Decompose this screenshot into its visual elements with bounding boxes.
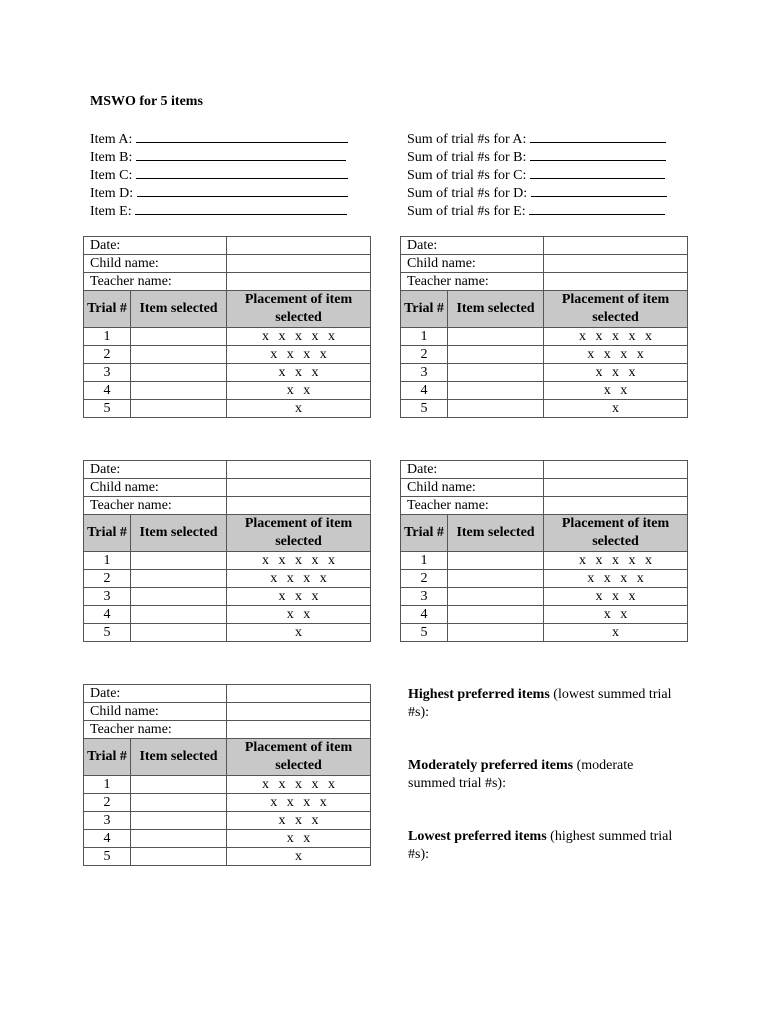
col-placement-header: Placement of item selected xyxy=(544,291,688,328)
trial-number: 1 xyxy=(84,552,131,570)
table-row xyxy=(84,794,371,812)
child-name-label: Child name: xyxy=(84,703,227,721)
placement-marks[interactable]: x x x x x xyxy=(227,552,371,570)
date-input[interactable] xyxy=(227,237,371,255)
sum-e-field[interactable] xyxy=(529,201,665,215)
col-item-header: Item selected xyxy=(131,291,227,328)
teacher-row xyxy=(401,273,688,291)
sum-d-field[interactable] xyxy=(531,183,667,197)
date-label: Date: xyxy=(84,237,227,255)
sum-b-row xyxy=(407,147,667,165)
table-row xyxy=(84,382,371,400)
table-row xyxy=(84,776,371,794)
item-c-row xyxy=(90,165,348,183)
date-row xyxy=(84,685,371,703)
header-row xyxy=(84,515,371,552)
col-item-header: Item selected xyxy=(131,515,227,552)
teacher-name-input[interactable] xyxy=(227,721,371,739)
sum-e-row xyxy=(407,201,667,219)
trial-number: 5 xyxy=(401,624,448,642)
col-placement-header: Placement of item selected xyxy=(227,291,371,328)
item-selected-input[interactable] xyxy=(448,570,544,588)
sum-c-row xyxy=(407,165,667,183)
table-row xyxy=(401,346,688,364)
child-name-input[interactable] xyxy=(227,255,371,273)
child-row xyxy=(84,479,371,497)
sum-d-row xyxy=(407,183,667,201)
date-input[interactable] xyxy=(227,461,371,479)
child-name-label: Child name: xyxy=(84,479,227,497)
teacher-row xyxy=(84,273,371,291)
placement-marks[interactable]: x x x x x xyxy=(227,328,371,346)
placement-marks[interactable]: x x x x x xyxy=(544,328,688,346)
sum-e-label: Sum of trial #s for E: xyxy=(407,204,526,219)
lowest-preferred-heading: Lowest preferred items xyxy=(408,829,547,844)
item-selected-input[interactable] xyxy=(131,794,227,812)
sum-b-field[interactable] xyxy=(530,147,666,161)
item-selected-input[interactable] xyxy=(131,812,227,830)
col-trial-header: Trial # xyxy=(84,739,131,776)
item-selected-input[interactable] xyxy=(448,400,544,418)
page-title: MSWO for 5 items xyxy=(90,94,203,109)
trial-number: 1 xyxy=(401,552,448,570)
child-row xyxy=(401,479,688,497)
teacher-name-input[interactable] xyxy=(544,273,688,291)
item-selected-input[interactable] xyxy=(131,848,227,866)
col-item-header: Item selected xyxy=(131,739,227,776)
trial-table-4 xyxy=(400,460,688,642)
item-e-row xyxy=(90,201,348,219)
trial-number: 2 xyxy=(84,570,131,588)
teacher-name-label: Teacher name: xyxy=(84,273,227,291)
date-row xyxy=(84,461,371,479)
col-trial-header: Trial # xyxy=(84,291,131,328)
date-row xyxy=(401,237,688,255)
trial-number: 1 xyxy=(84,328,131,346)
teacher-name-label: Teacher name: xyxy=(401,273,544,291)
child-name-label: Child name: xyxy=(401,255,544,273)
table-row xyxy=(84,588,371,606)
trial-number: 4 xyxy=(401,606,448,624)
trial-number: 5 xyxy=(84,848,131,866)
table-row xyxy=(401,588,688,606)
table-row xyxy=(84,328,371,346)
sum-a-row xyxy=(407,129,667,147)
teacher-row xyxy=(401,497,688,515)
trial-number: 3 xyxy=(401,588,448,606)
table-row xyxy=(401,364,688,382)
item-selected-input[interactable] xyxy=(448,346,544,364)
item-a-field[interactable] xyxy=(136,129,348,143)
table-row xyxy=(401,400,688,418)
item-selected-input[interactable] xyxy=(131,400,227,418)
col-trial-header: Trial # xyxy=(401,515,448,552)
date-row xyxy=(84,237,371,255)
date-row xyxy=(401,461,688,479)
trial-number: 2 xyxy=(401,570,448,588)
item-selected-input[interactable] xyxy=(131,382,227,400)
item-selected-input[interactable] xyxy=(448,364,544,382)
item-a-row xyxy=(90,129,348,147)
item-selected-input[interactable] xyxy=(448,606,544,624)
trial-number: 4 xyxy=(84,606,131,624)
table-row xyxy=(84,346,371,364)
date-label: Date: xyxy=(401,237,544,255)
header-row xyxy=(401,515,688,552)
sum-c-field[interactable] xyxy=(530,165,665,179)
trial-number: 3 xyxy=(84,364,131,382)
col-placement-header: Placement of item selected xyxy=(227,739,371,776)
table-row xyxy=(84,624,371,642)
item-c-label: Item C: xyxy=(90,168,133,183)
child-name-input[interactable] xyxy=(544,255,688,273)
child-row xyxy=(84,255,371,273)
child-name-label: Child name: xyxy=(401,479,544,497)
placement-marks[interactable]: x x x x xyxy=(227,346,371,364)
item-selected-input[interactable] xyxy=(448,328,544,346)
trial-number: 2 xyxy=(84,794,131,812)
placement-marks[interactable]: x xyxy=(227,624,371,642)
placement-marks[interactable]: x x xyxy=(544,382,688,400)
item-selected-input[interactable] xyxy=(131,328,227,346)
highest-preferred-text xyxy=(408,686,683,722)
table-row xyxy=(84,552,371,570)
moderately-preferred-heading: Moderately preferred items xyxy=(408,758,574,773)
col-placement-header: Placement of item selected xyxy=(544,515,688,552)
col-item-header: Item selected xyxy=(448,291,544,328)
sum-list xyxy=(407,129,667,219)
table-row xyxy=(84,830,371,848)
table-row xyxy=(401,606,688,624)
item-selected-input[interactable] xyxy=(448,588,544,606)
item-selected-input[interactable] xyxy=(448,382,544,400)
table-row xyxy=(401,382,688,400)
item-b-label: Item B: xyxy=(90,150,133,165)
placement-marks[interactable]: x x x xyxy=(544,588,688,606)
child-name-input[interactable] xyxy=(544,479,688,497)
sum-d-label: Sum of trial #s for D: xyxy=(407,186,528,201)
date-input[interactable] xyxy=(227,685,371,703)
placement-marks[interactable]: x x xyxy=(544,606,688,624)
trial-table-5 xyxy=(83,684,371,866)
highest-preferred-note: (lowest summed trial #s): xyxy=(408,687,672,720)
trial-number: 2 xyxy=(401,346,448,364)
placement-marks[interactable]: x x xyxy=(227,606,371,624)
table-row xyxy=(401,552,688,570)
table-row xyxy=(84,606,371,624)
lowest-preferred-note: (highest summed trial #s): xyxy=(408,829,673,862)
item-selected-input[interactable] xyxy=(131,588,227,606)
child-row xyxy=(401,255,688,273)
item-selected-input[interactable] xyxy=(131,552,227,570)
placement-marks[interactable]: x x xyxy=(227,382,371,400)
item-a-label: Item A: xyxy=(90,132,133,147)
trial-number: 3 xyxy=(84,588,131,606)
table-row xyxy=(84,400,371,418)
trial-table-3 xyxy=(83,460,371,642)
placement-marks[interactable]: x x x x xyxy=(544,570,688,588)
trial-table-2 xyxy=(400,236,688,418)
item-e-label: Item E: xyxy=(90,204,132,219)
trial-number: 2 xyxy=(84,346,131,364)
placement-marks[interactable]: x xyxy=(227,400,371,418)
col-trial-header: Trial # xyxy=(401,291,448,328)
item-selected-input[interactable] xyxy=(448,624,544,642)
highest-preferred-heading: Highest preferred items xyxy=(408,687,550,702)
trial-number: 5 xyxy=(84,400,131,418)
placement-marks[interactable]: x x x x xyxy=(227,794,371,812)
teacher-row xyxy=(84,497,371,515)
date-input[interactable] xyxy=(544,237,688,255)
table-row xyxy=(84,848,371,866)
header-row xyxy=(84,739,371,776)
item-d-label: Item D: xyxy=(90,186,134,201)
item-b-field[interactable] xyxy=(136,147,346,161)
placement-marks[interactable]: x xyxy=(227,848,371,866)
trial-number: 5 xyxy=(401,400,448,418)
item-list xyxy=(90,129,348,219)
placement-marks[interactable]: x x x xyxy=(227,588,371,606)
item-selected-input[interactable] xyxy=(131,346,227,364)
trial-number: 3 xyxy=(401,364,448,382)
placement-marks[interactable]: x xyxy=(544,400,688,418)
table-row xyxy=(84,364,371,382)
item-selected-input[interactable] xyxy=(448,552,544,570)
teacher-name-label: Teacher name: xyxy=(401,497,544,515)
teacher-name-input[interactable] xyxy=(227,497,371,515)
trial-number: 4 xyxy=(84,382,131,400)
sum-a-field[interactable] xyxy=(530,129,666,143)
item-d-row xyxy=(90,183,348,201)
col-item-header: Item selected xyxy=(448,515,544,552)
sum-a-label: Sum of trial #s for A: xyxy=(407,132,527,147)
trial-number: 5 xyxy=(84,624,131,642)
item-selected-input[interactable] xyxy=(131,624,227,642)
trial-number: 4 xyxy=(84,830,131,848)
teacher-name-input[interactable] xyxy=(544,497,688,515)
sum-c-label: Sum of trial #s for C: xyxy=(407,168,527,183)
table-row xyxy=(401,570,688,588)
placement-marks[interactable]: x x x xyxy=(227,812,371,830)
sum-b-label: Sum of trial #s for B: xyxy=(407,150,527,165)
child-name-input[interactable] xyxy=(227,703,371,721)
col-trial-header: Trial # xyxy=(84,515,131,552)
item-selected-input[interactable] xyxy=(131,570,227,588)
trial-number: 4 xyxy=(401,382,448,400)
placement-marks[interactable]: x x x x xyxy=(544,346,688,364)
date-label: Date: xyxy=(84,685,227,703)
teacher-name-label: Teacher name: xyxy=(84,721,227,739)
placement-marks[interactable]: x x x x xyxy=(227,570,371,588)
trial-number: 3 xyxy=(84,812,131,830)
child-name-label: Child name: xyxy=(84,255,227,273)
table-row xyxy=(84,812,371,830)
placement-marks[interactable]: x x xyxy=(227,830,371,848)
item-e-field[interactable] xyxy=(135,201,347,215)
table-row xyxy=(84,570,371,588)
trial-number: 1 xyxy=(401,328,448,346)
placement-marks[interactable]: x xyxy=(544,624,688,642)
date-label: Date: xyxy=(401,461,544,479)
col-placement-header: Placement of item selected xyxy=(227,515,371,552)
header-row xyxy=(84,291,371,328)
table-row xyxy=(401,328,688,346)
placement-marks[interactable]: x x x x x xyxy=(227,776,371,794)
item-selected-input[interactable] xyxy=(131,364,227,382)
lowest-preferred-text xyxy=(408,828,683,864)
date-label: Date: xyxy=(84,461,227,479)
teacher-name-input[interactable] xyxy=(227,273,371,291)
item-d-field[interactable] xyxy=(137,183,348,197)
trial-table-1 xyxy=(83,236,371,418)
teacher-name-label: Teacher name: xyxy=(84,497,227,515)
table-row xyxy=(401,624,688,642)
moderately-preferred-note: (moderate summed trial #s): xyxy=(408,758,634,791)
date-input[interactable] xyxy=(544,461,688,479)
placement-marks[interactable]: x x x x x xyxy=(544,552,688,570)
placement-marks[interactable]: x x x xyxy=(544,364,688,382)
trial-number: 1 xyxy=(84,776,131,794)
item-selected-input[interactable] xyxy=(131,606,227,624)
teacher-row xyxy=(84,721,371,739)
child-name-input[interactable] xyxy=(227,479,371,497)
item-b-row xyxy=(90,147,348,165)
item-selected-input[interactable] xyxy=(131,830,227,848)
child-row xyxy=(84,703,371,721)
placement-marks[interactable]: x x x xyxy=(227,364,371,382)
moderately-preferred-text xyxy=(408,757,683,793)
header-row xyxy=(401,291,688,328)
item-selected-input[interactable] xyxy=(131,776,227,794)
item-c-field[interactable] xyxy=(136,165,348,179)
